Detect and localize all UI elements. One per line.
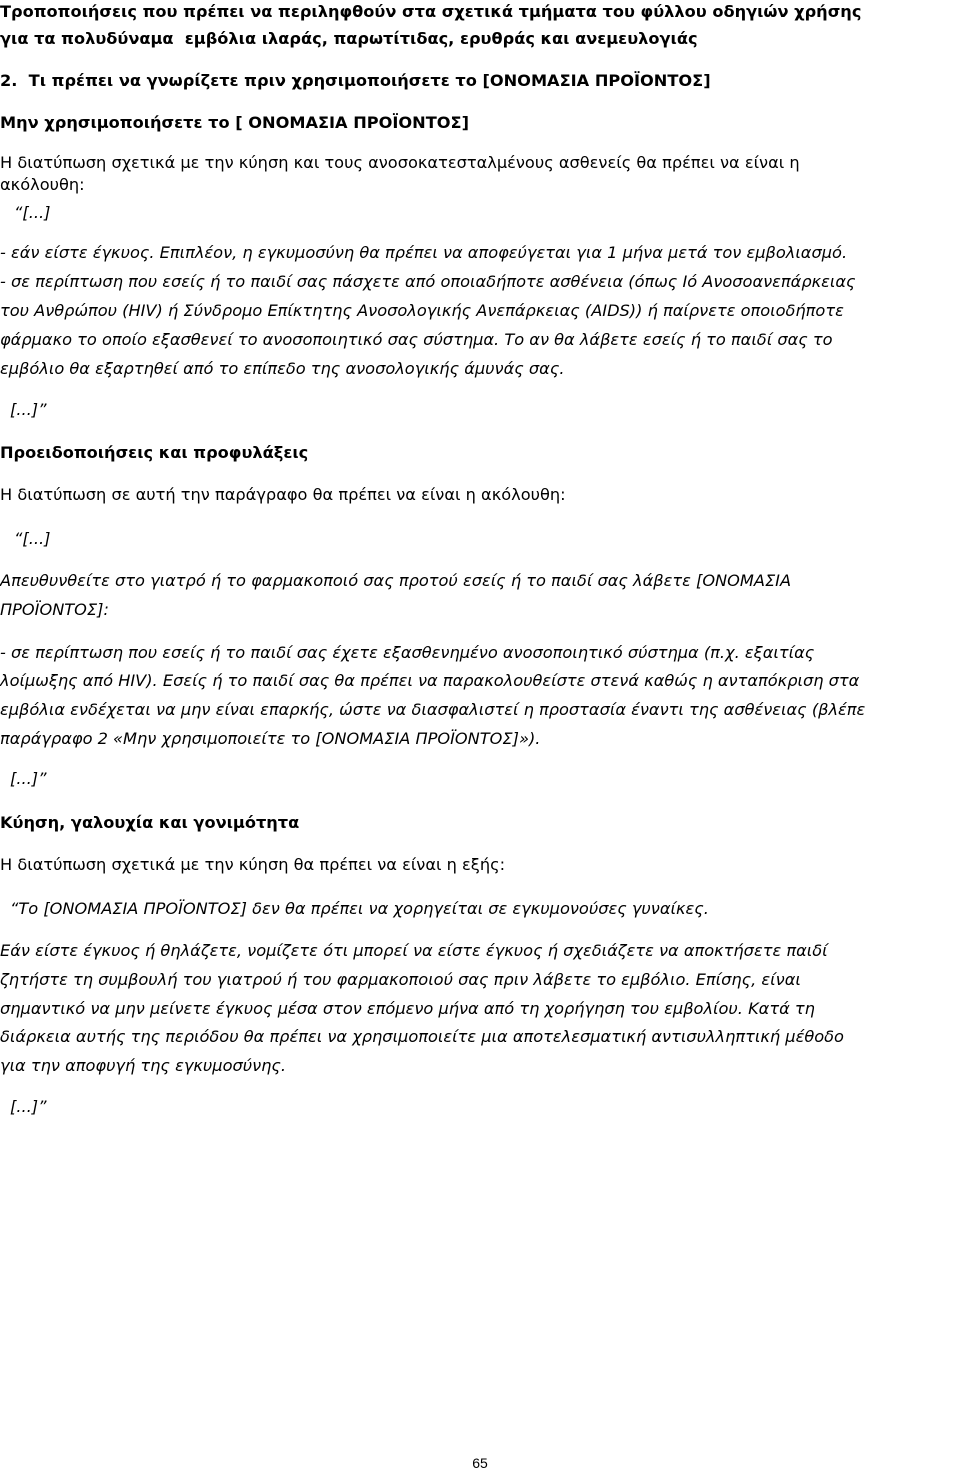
consult-line-2: ΠΡΟΪΟΝΤΟΣ]: xyxy=(0,600,109,619)
warnings-quote-close: [...]” xyxy=(10,769,47,788)
doc-heading-line-1: Τροποποιήσεις που πρέπει να περιληφθούν στα σχετικά τμήματα του φύλλου οδηγιών χρήσης xyxy=(0,2,862,21)
pregnancy-quote-close: [...]” xyxy=(10,1097,47,1116)
pregnant-item: - εάν είστε έγκυος. Επιπλέον, η εγκυμοσύνη θα πρέπει να αποφεύγεται για 1 μήνα μετά τον εμβολιασμό. xyxy=(0,243,848,262)
section-2-quote-open: “[...] xyxy=(14,203,51,222)
weakened-line-3: εμβόλια ενδέχεται να μην είναι επαρκής, ώστε να διασφαλιστεί η προστασία έναντι της ασθένειας (βλέπε xyxy=(0,700,866,719)
warnings-intro: Η διατύπωση σε αυτή την παράγραφο θα πρέπει να είναι η ακόλουθη: xyxy=(0,485,566,504)
weakened-line-4: παράγραφο 2 «Μην χρησιμοποιείτε το [ΟΝΟΜΑΣΙΑ ΠΡΟΪΟΝΤΟΣ]»). xyxy=(0,729,541,748)
weakened-line-1: - σε περίπτωση που εσείς ή το παιδί σας έχετε εξασθενημένο ανοσοποιητικό σύστημα (π.χ. εξαιτίας xyxy=(0,643,815,662)
advice-line-2: ζητήστε τη συμβουλή του γιατρού ή του φαρμακοποιού σας πριν λάβετε το εμβόλιο. Επίσης, είναι xyxy=(0,970,801,989)
section-2-title: 2. Τι πρέπει να γνωρίζετε πριν χρησιμοποιήσετε το [ΟΝΟΜΑΣΙΑ ΠΡΟΪΟΝΤΟΣ] xyxy=(0,71,711,90)
immuno-line-2: του Ανθρώπου (HIV) ή Σύνδρομο Επίκτητης Ανοσολογικής Ανεπάρκειας (AIDS)) ή παίρνετε οποιοδήποτε xyxy=(0,301,844,320)
immuno-line-3: φάρμακο το οποίο εξασθενεί το ανοσοποιητικό σας σύστημα. Το αν θα λάβετε εσείς ή το παιδί σας το xyxy=(0,330,833,349)
immuno-line-1: - σε περίπτωση που εσείς ή το παιδί σας πάσχετε από οποιαδήποτε ασθένεια (όπως Ιό Ανοσοανεπάρκειας xyxy=(0,272,856,291)
advice-line-4: διάρκεια αυτής της περιόδου θα πρέπει να χρησιμοποιείτε μια αποτελεσματική αντισυλληπτική μέθοδο xyxy=(0,1027,844,1046)
section-2-quote-close: [...]” xyxy=(10,400,47,419)
warnings-quote-open: “[...] xyxy=(14,529,51,548)
section-2-intro-line-2: ακόλουθη: xyxy=(0,175,85,194)
weakened-line-2: λοίμωξης από HIV). Εσείς ή το παιδί σας θα πρέπει να παρακολουθείστε στενά καθώς η ανταπόκριση στα xyxy=(0,671,860,690)
pregnancy-quote-line: “Το [ΟΝΟΜΑΣΙΑ ΠΡΟΪΟΝΤΟΣ] δεν θα πρέπει να χορηγείται σε εγκυμονούσες γυναίκες. xyxy=(10,899,709,918)
section-2-intro-line-1: Η διατύπωση σχετικά με την κύηση και τους ανοσοκατεσταλμένους ασθενείς θα πρέπει να είναι η xyxy=(0,153,800,172)
advice-line-1: Εάν είστε έγκυος ή θηλάζετε, νομίζετε ότι μπορεί να είστε έγκυος ή σχεδιάζετε να αποκτήσετε παιδί xyxy=(0,941,828,960)
immuno-line-4: εμβόλιο θα εξαρτηθεί από το επίπεδο της ανοσολογικής άμυνάς σας. xyxy=(0,359,565,378)
warnings-title: Προειδοποιήσεις και προφυλάξεις xyxy=(0,443,309,462)
page-number: 65 xyxy=(472,1455,488,1471)
pregnancy-intro: Η διατύπωση σχετικά με την κύηση θα πρέπει να είναι η εξής: xyxy=(0,855,506,874)
pregnancy-title: Κύηση, γαλουχία και γονιμότητα xyxy=(0,813,300,832)
doc-heading-line-2: για τα πολυδύναμα εμβόλια ιλαράς, παρωτίτιδας, ερυθράς και ανεμευλογιάς xyxy=(0,29,698,48)
advice-line-5: για την αποφυγή της εγκυμοσύνης. xyxy=(0,1056,287,1075)
advice-line-3: σημαντικό να μην μείνετε έγκυος μέσα στον επόμενο μήνα από τη χορήγηση του εμβολίου. Κατά τη xyxy=(0,999,815,1018)
consult-line-1: Απευθυνθείτε στο γιατρό ή το φαρμακοποιό σας προτού εσείς ή το παιδί σας λάβετε [ΟΝΟΜΑΣΙΑ xyxy=(0,571,792,590)
section-2-subtitle: Μην χρησιμοποιήσετε το [ ΟΝΟΜΑΣΙΑ ΠΡΟΪΟΝΤΟΣ] xyxy=(0,113,469,132)
